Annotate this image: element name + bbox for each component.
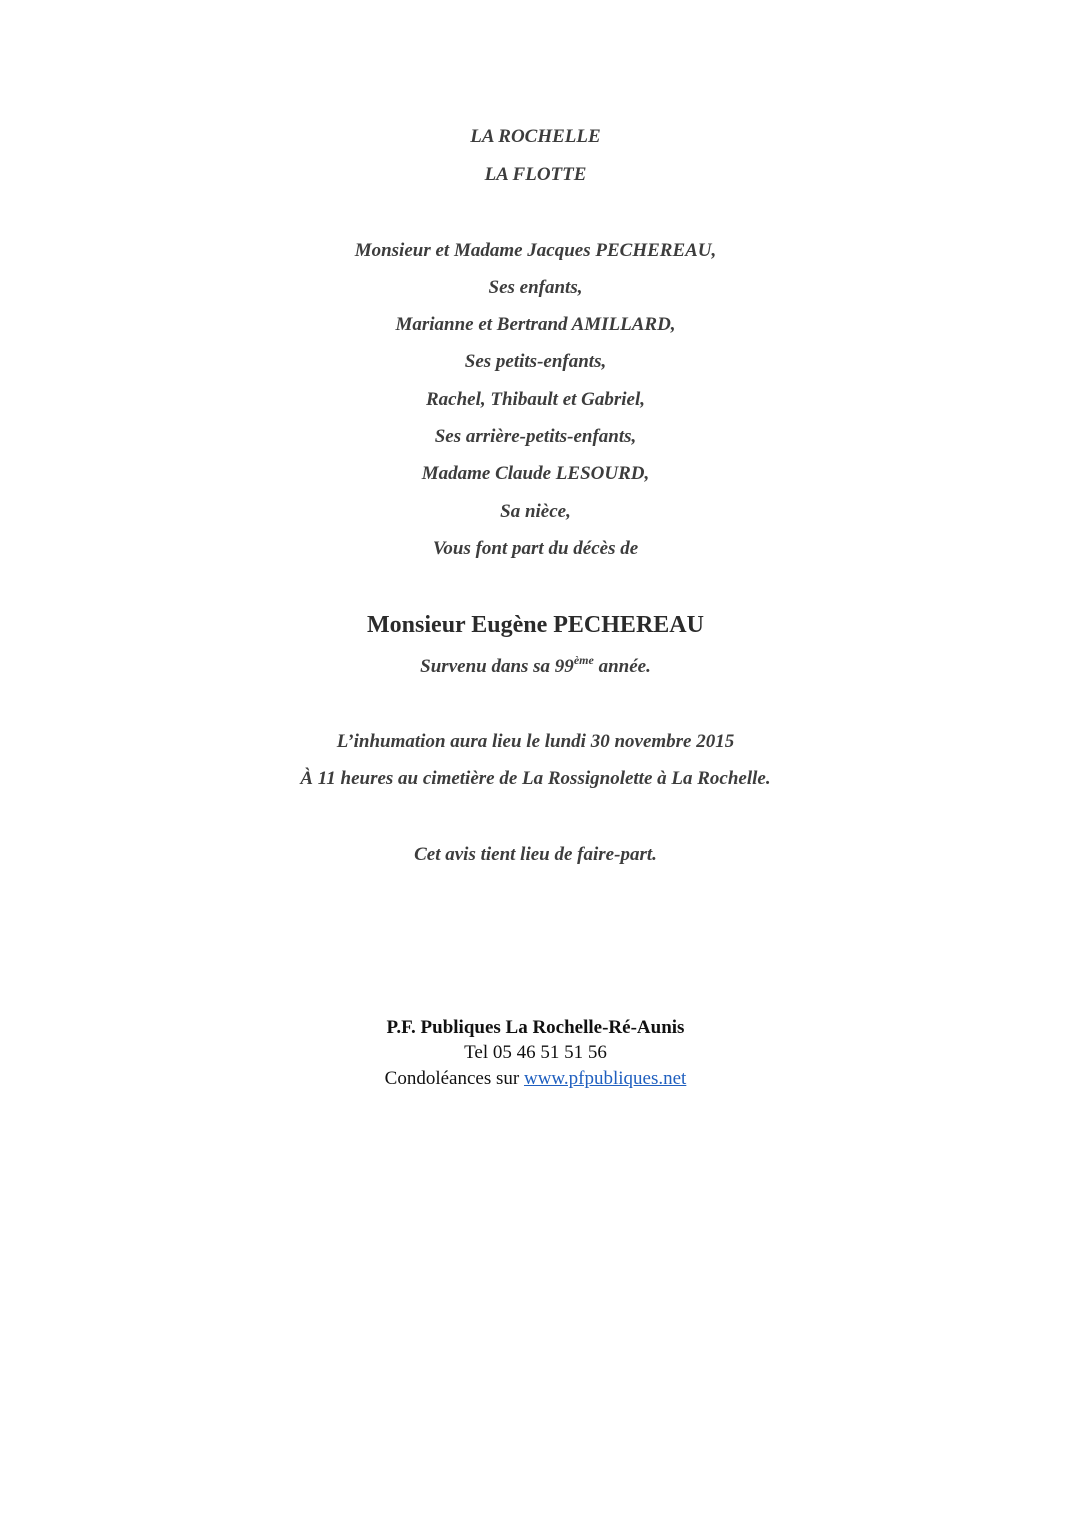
family-line: Ses petits-enfants, xyxy=(464,351,607,372)
deceased-name: Monsieur Eugène PECHEREAU xyxy=(367,612,704,638)
funeral-company: P.F. Publiques La Rochelle-Ré-Aunis xyxy=(386,1017,685,1038)
age-prefix: Survenu dans sa 99 xyxy=(420,656,574,677)
website-link[interactable]: www.pfpubliques.net xyxy=(523,1068,687,1089)
deceased-age xyxy=(0,653,1071,678)
condolences-line xyxy=(0,1068,1071,1090)
age-superscript: ème xyxy=(573,653,594,667)
city-la-flotte: LA FLOTTE xyxy=(484,164,587,185)
notice-text: Cet avis tient lieu de faire-part. xyxy=(414,844,657,865)
family-line: Ses arrière-petits-enfants, xyxy=(434,426,637,447)
phone-number: Tel 05 46 51 51 56 xyxy=(464,1042,607,1063)
burial-place: À 11 heures au cimetière de La Rossignolette à La Rochelle. xyxy=(300,768,771,789)
family-line: Rachel, Thibault et Gabriel, xyxy=(425,389,646,410)
family-line: Ses enfants, xyxy=(488,277,583,298)
burial-date: L’inhumation aura lieu le lundi 30 novembre 2015 xyxy=(336,731,735,752)
condolences-prefix: Condoléances sur xyxy=(384,1068,524,1089)
family-line: Monsieur et Madame Jacques PECHEREAU, xyxy=(354,240,717,261)
announcement-line: Vous font part du décès de xyxy=(432,538,639,559)
family-line: Madame Claude LESOURD, xyxy=(421,463,650,484)
city-la-rochelle: LA ROCHELLE xyxy=(470,126,601,147)
age-suffix: année. xyxy=(593,656,651,677)
family-line: Marianne et Bertrand AMILLARD, xyxy=(395,314,676,335)
family-line: Sa nièce, xyxy=(500,501,571,522)
